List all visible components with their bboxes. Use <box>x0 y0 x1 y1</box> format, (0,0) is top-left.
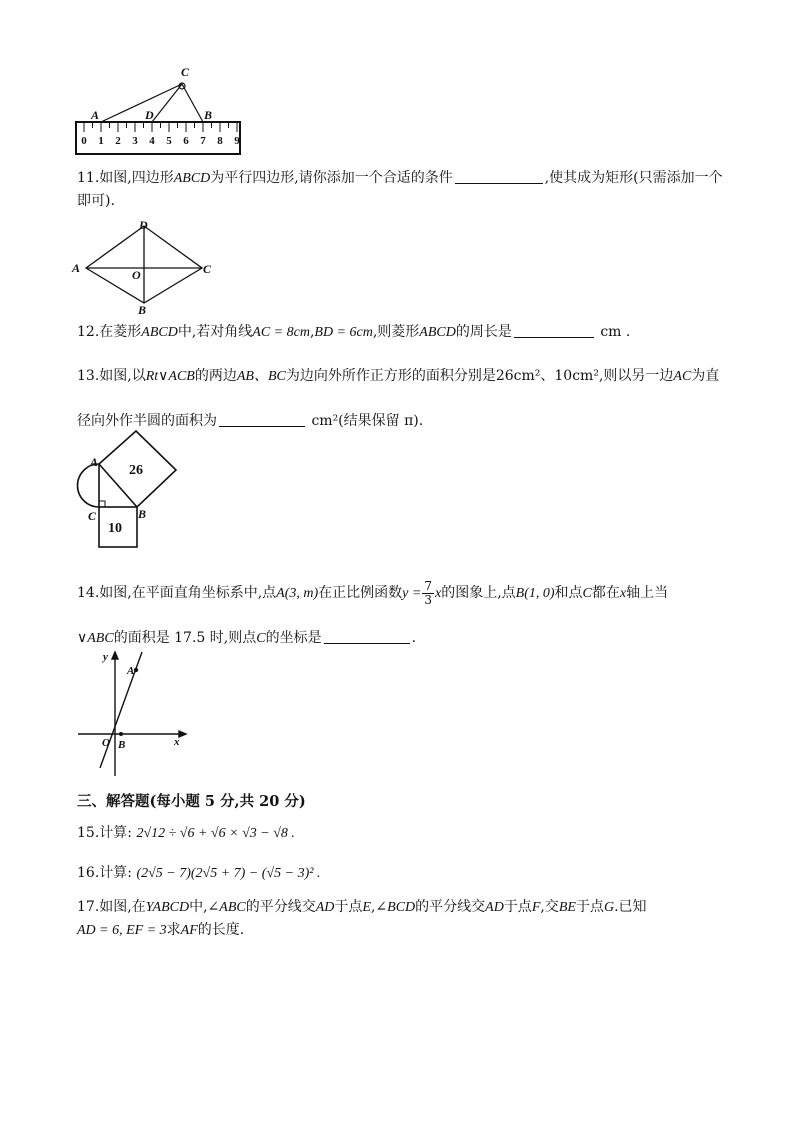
question-16 <box>77 862 727 885</box>
q14-text-mid4: 都在 <box>591 585 620 601</box>
q14-answer-blank[interactable] <box>324 629 410 644</box>
rhombus-label-o: O <box>132 268 141 282</box>
q13-unit: cm²(结果保留 π). <box>311 413 424 429</box>
q14-point-a: A(3, m) <box>276 586 319 601</box>
q17-segment-ad: AD <box>315 900 335 915</box>
q14-text-mid2: 的图象上,点 <box>441 585 516 601</box>
big-square-area: 26 <box>129 463 143 478</box>
ruler-tick-1: 1 <box>98 135 104 147</box>
q13-text-mid3: ,则以另一边 <box>598 368 674 384</box>
ruler-tick-6: 6 <box>183 135 189 147</box>
q17-point-e: E <box>362 900 371 915</box>
ruler-label-b: B <box>204 108 213 122</box>
q17-segment-ad-2: AD <box>485 900 504 915</box>
q13-text-mid: 的两边 <box>194 368 237 384</box>
q14-point-b: B(1, 0) <box>515 586 555 601</box>
q14-fraction <box>422 580 434 607</box>
ruler-tick-9: 9 <box>234 135 240 147</box>
ruler-tick-3: 3 <box>132 135 138 147</box>
rhombus-label-d: D <box>139 218 148 232</box>
q16-text: 16.计算: <box>77 865 132 881</box>
q13-text-mid2: 为边向外所作正方形的面积分别是 <box>285 368 496 384</box>
q12-sep: , <box>309 324 315 340</box>
q14-function-lhs: y = <box>402 586 422 601</box>
axis-label-o: O <box>102 737 110 749</box>
q13-answer-blank[interactable] <box>219 412 305 427</box>
rhombus-label-a: A <box>72 261 81 275</box>
q14-text-mid3: 和点 <box>554 585 583 601</box>
q12-unit: cm . <box>600 324 631 340</box>
q14-function-var: x <box>434 586 442 601</box>
q17-end: 的长度. <box>197 922 245 938</box>
q12-text-post: 的周长是 <box>455 324 512 340</box>
q17-angle-bcd: ∠BCD <box>375 900 416 915</box>
q17-text-mid4: 的平分线交 <box>415 899 486 915</box>
q13-text-post: 为直 <box>691 368 720 384</box>
q17-text-mid6: ,交 <box>540 899 559 915</box>
ruler-tick-2: 2 <box>115 135 121 147</box>
q17-parallelogram: YABCD <box>145 900 190 915</box>
ruler-label-c: C <box>181 65 190 79</box>
q14-text-mid: 在正比例函数 <box>318 585 403 601</box>
q17-segment-af: AF <box>180 923 198 938</box>
coordinate-axes-figure <box>74 644 194 784</box>
rhombus-label-c: C <box>203 262 212 276</box>
q12-answer-blank[interactable] <box>514 323 594 338</box>
question-17 <box>77 896 727 942</box>
question-15 <box>77 822 727 845</box>
q14-axis: x <box>619 586 627 601</box>
ruler-label-d: D <box>145 108 154 122</box>
rhombus-figure <box>68 216 218 316</box>
q17-text-mid7: 于点 <box>575 899 604 915</box>
q17-text-line2: 求 <box>166 922 181 938</box>
q11-text-post: ,使其成为矩形(只需添加一个 <box>544 170 723 186</box>
ruler-tick-0: 0 <box>81 135 87 147</box>
q17-sep: , <box>370 899 376 915</box>
q12-shape-name: ABCD <box>141 325 178 340</box>
q17-text: 17.如图,在 <box>77 899 146 915</box>
ruler-tick-4: 4 <box>149 135 155 147</box>
question-11 <box>77 167 727 212</box>
q11-text-mid: 为平行四边形,请你添加一个合适的条件 <box>210 170 453 186</box>
q12-text-mid2: ,则菱形 <box>372 324 420 340</box>
q12-text-mid: 中,若对角线 <box>177 324 253 340</box>
q17-text-post: .已知 <box>614 899 647 915</box>
section-3-heading: 三、解答题(每小题 5 分,共 20 分) <box>77 793 306 810</box>
q14-text-post: 轴上当 <box>626 585 669 601</box>
q14-text: 14.如图,在平面直角坐标系中,点 <box>77 585 277 601</box>
q17-text-mid2: 的平分线交 <box>245 899 316 915</box>
rhombus-label-b: B <box>138 303 147 317</box>
q17-text-mid3: 于点 <box>334 899 363 915</box>
q13-triangle: Rt∨ACB <box>145 369 195 384</box>
ruler-label-a: A <box>91 108 100 122</box>
q16-expression: (2√5 − 7)(2√5 + 7) − (√5 − 3)² . <box>136 866 321 881</box>
q13-text-line2: 径向外作半圆的面积为 <box>77 413 217 429</box>
squares-label-c: C <box>88 509 97 523</box>
q17-point-g: G <box>603 900 615 915</box>
axis-label-a: A <box>127 665 135 677</box>
squares-semicircle-figure <box>74 428 194 553</box>
ruler-triangle-figure <box>74 64 249 159</box>
q13-areas: 26cm²、10cm² <box>495 368 599 384</box>
q14-text-line2-post: 的坐标是 <box>265 630 322 646</box>
q17-point-f: F <box>531 900 541 915</box>
q15-expression: 2√12 ÷ √6 + √6 × √3 − √8 . <box>136 826 295 841</box>
q14-triangle: ∨ABC <box>77 631 114 646</box>
q14-fraction-denominator: 3 <box>424 592 432 607</box>
q14-fraction-numerator: 7 <box>424 578 432 593</box>
axis-label-y: y <box>103 651 108 663</box>
q17-segment-be: BE <box>558 900 576 915</box>
q12-shape-name-2: ABCD <box>419 325 456 340</box>
q14-point-c: C <box>582 586 592 601</box>
axis-label-x: x <box>174 736 180 748</box>
q17-given: AD = 6, EF = 3 <box>77 923 167 938</box>
ruler-tick-8: 8 <box>217 135 223 147</box>
q17-angle-abc: ∠ABC <box>207 900 246 915</box>
ruler-tick-7: 7 <box>200 135 206 147</box>
q14-end: . <box>411 630 417 646</box>
q14-text-line2: 的面积是 17.5 时,则点 <box>113 630 257 646</box>
q11-answer-blank[interactable] <box>455 169 543 184</box>
squares-label-a: A <box>90 455 99 469</box>
q17-text-mid: 中, <box>189 899 208 915</box>
q13-side-ac: AC <box>673 369 692 384</box>
q12-condition-bd: BD = 6cm <box>314 325 373 340</box>
q11-text-line2: 即可). <box>77 193 115 209</box>
q12-text: 12.在菱形 <box>77 324 142 340</box>
q11-text: 11.如图,四边形 <box>77 170 174 186</box>
small-square-area: 10 <box>108 521 122 536</box>
q17-text-mid5: 于点 <box>503 899 532 915</box>
q13-text: 13.如图,以 <box>77 368 146 384</box>
q15-text: 15.计算: <box>77 825 132 841</box>
q12-condition-ac: AC = 8cm <box>252 325 310 340</box>
question-12 <box>77 321 727 344</box>
axis-label-b: B <box>118 739 126 751</box>
squares-label-b: B <box>138 507 147 521</box>
q13-sides: AB、BC <box>236 369 286 384</box>
ruler-tick-5: 5 <box>166 135 172 147</box>
q14-point-c-2: C <box>256 631 266 646</box>
q11-shape-name: ABCD <box>173 171 211 186</box>
